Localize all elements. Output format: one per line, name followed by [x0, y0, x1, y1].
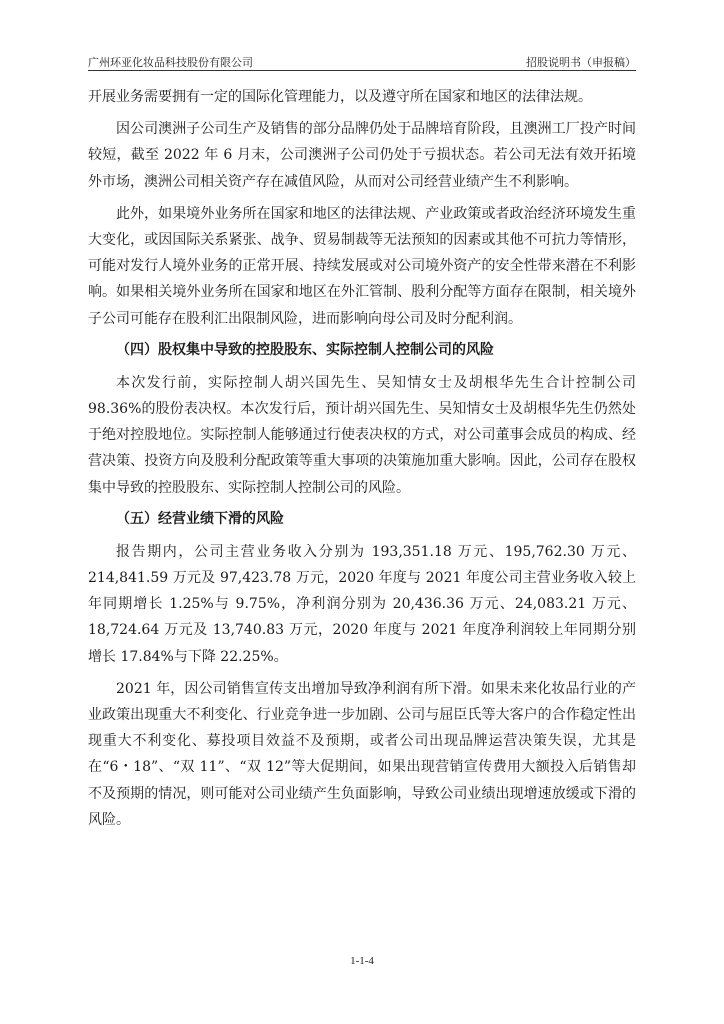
page-number: 1-1-4	[350, 955, 374, 967]
paragraph-control-risk: 本次发行前，实际控制人胡兴国先生、吴知情女士及胡根华先生合计控制公司 98.36%的股份表决权。本次发行后，预计胡兴国先生、吴知情女士及胡根华先生仍然处于绝对控股地位。实际控制人能够通过行使表决权的方式，对公司董事会成员的构成、经营决策、投资方向及股利分配政策等重大事项的决策施加重大影响。因此，公司存在股权集中导致的控股股东、实际控制人控制公司的风险。	[88, 374, 636, 496]
header-divider	[88, 70, 636, 71]
paragraph-profit-decline: 2021 年，因公司销售宣传支出增加导致净利润有所下滑。如果未来化妆品行业的产业政策出现重大不利变化、行业竞争进一步加剧、公司与屈臣氏等大客户的合作稳定性出现重大不利变化、募投项目效益不及预期，或者公司出现品牌运营决策失误，尤其是在“6・18”、“双 11”、“双 12”等大促期间，如果出现营销宣传费用大额投入后销售却不及预期的情况，则可能对公司业绩产生负面影响，导致公司业绩出现增速放缓或下滑的风险。	[88, 680, 636, 828]
paragraph-revenue-figures: 报告期内，公司主营业务收入分别为 193,351.18 万元、195,762.30 万元、214,841.59 万元及 97,423.78 万元，2020 年度与 2021 年度公司主营业务收入较上年同期增长 1.25%与 9.75%，净利润分别为 20,436.36 万元、24,083.21 万元、18,724.64 万元及 13,740.83 万元，2020 年度与 2021 年度净利润较上年同期分别增长 17.84%与下降 22.25%。	[88, 543, 636, 665]
section-heading-performance-risk: （五）经营业绩下滑的风险	[116, 510, 284, 527]
header-document-title: 招股说明书（申报稿）	[526, 56, 636, 69]
paragraph-international-management: 开展业务需要拥有一定的国际化管理能力，以及遵守所在国家和地区的法律法规。	[88, 89, 592, 105]
document-body	[88, 84, 636, 833]
paragraph-australia-subsidiary: 因公司澳洲子公司生产及销售的部分品牌仍处于品牌培育阶段，且澳洲工厂投产时间较短，截至 2022 年 6 月末，公司澳洲子公司仍处于亏损状态。若公司无法有效开拓境外市场，澳洲公司相关资产存在减值风险，从而对公司经营业绩产生不利影响。	[88, 121, 636, 190]
header-company-name: 广州环亚化妆品科技股份有限公司	[88, 56, 253, 69]
section-heading-control-risk: （四）股权集中导致的控股股东、实际控制人控制公司的风险	[116, 341, 494, 358]
paragraph-overseas-risk: 此外，如果境外业务所在国家和地区的法律法规、产业政策或者政治经济环境发生重大变化，或因国际关系紧张、战争、贸易制裁等无法预知的因素或其他不可抗力等情形，可能对发行人境外业务的正常开展、持续发展或对公司境外资产的安全性带来潜在不利影响。如果相关境外业务所在国家和地区在外汇管制、股利分配等方面存在限制，相关境外子公司可能存在股利汇出限制风险，进而影响向母公司及时分配利润。	[88, 205, 636, 327]
page-header	[88, 50, 636, 70]
